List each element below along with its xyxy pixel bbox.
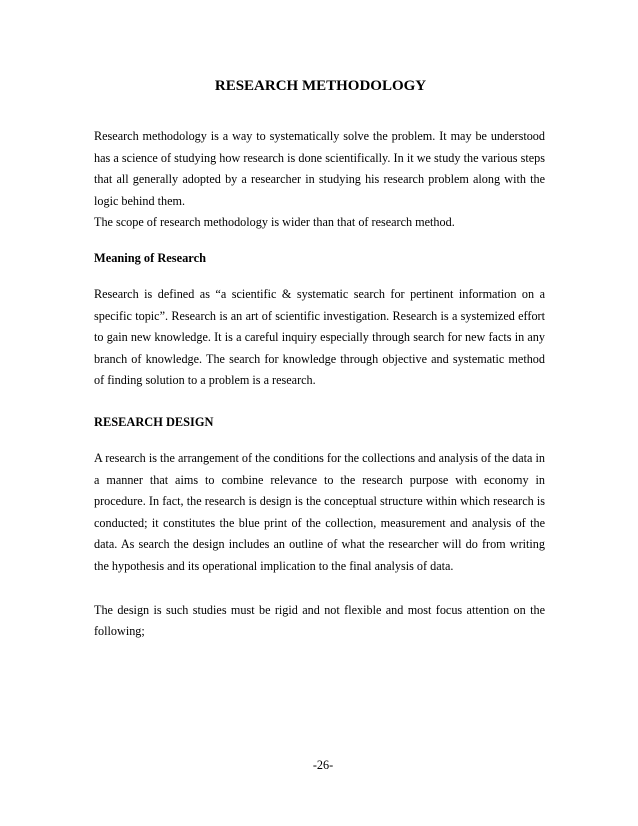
page-number: -26- [312, 758, 334, 772]
intro-paragraph: Research methodology is a way to systematically solve the problem. It may be understood has a science of studying how research is done scientifically. In it we study the various steps that all generally adopted by a researcher in studying his research problem along with the logic behind them. [94, 129, 545, 208]
meaning-paragraph: Research is defined as “a scientific & systematic search for pertinent information on a specific topic”. Research is an art of scientific investigation. Research is a systemized effort to gain new knowledge. It is a careful inquiry especially through search for new facts in any branch of knowledge. The search for knowledge through objective and systematic method of finding solution to a problem is a research. [94, 286, 545, 388]
design-followup-paragraph: The design is such studies must be rigid and not flexible and most focus attention on the following; [94, 602, 545, 639]
section-heading-design: RESEARCH DESIGN [94, 414, 214, 429]
page-content [94, 76, 545, 643]
design-paragraph: A research is the arrangement of the conditions for the collections and analysis of the data in a manner that aims to combine relevance to the research purpose with economy in procedure. In fact, the research is design is the conceptual structure within which research is conducted; it constitutes the blue print of the collection, measurement and analysis of the data. As search the design includes an outline of what the researcher will do from writing the hypothesis and its operational implication to the final analysis of data. [94, 450, 545, 573]
spacer [94, 578, 545, 600]
section-heading-meaning: Meaning of Research [94, 250, 206, 265]
spacer [94, 432, 545, 448]
page-title: RESEARCH METHODOLOGY [214, 78, 427, 94]
spacer [94, 268, 545, 284]
scope-sentence: The scope of research methodology is wider than that of research method. [94, 215, 455, 230]
spacer [94, 234, 545, 248]
spacer [94, 392, 545, 412]
